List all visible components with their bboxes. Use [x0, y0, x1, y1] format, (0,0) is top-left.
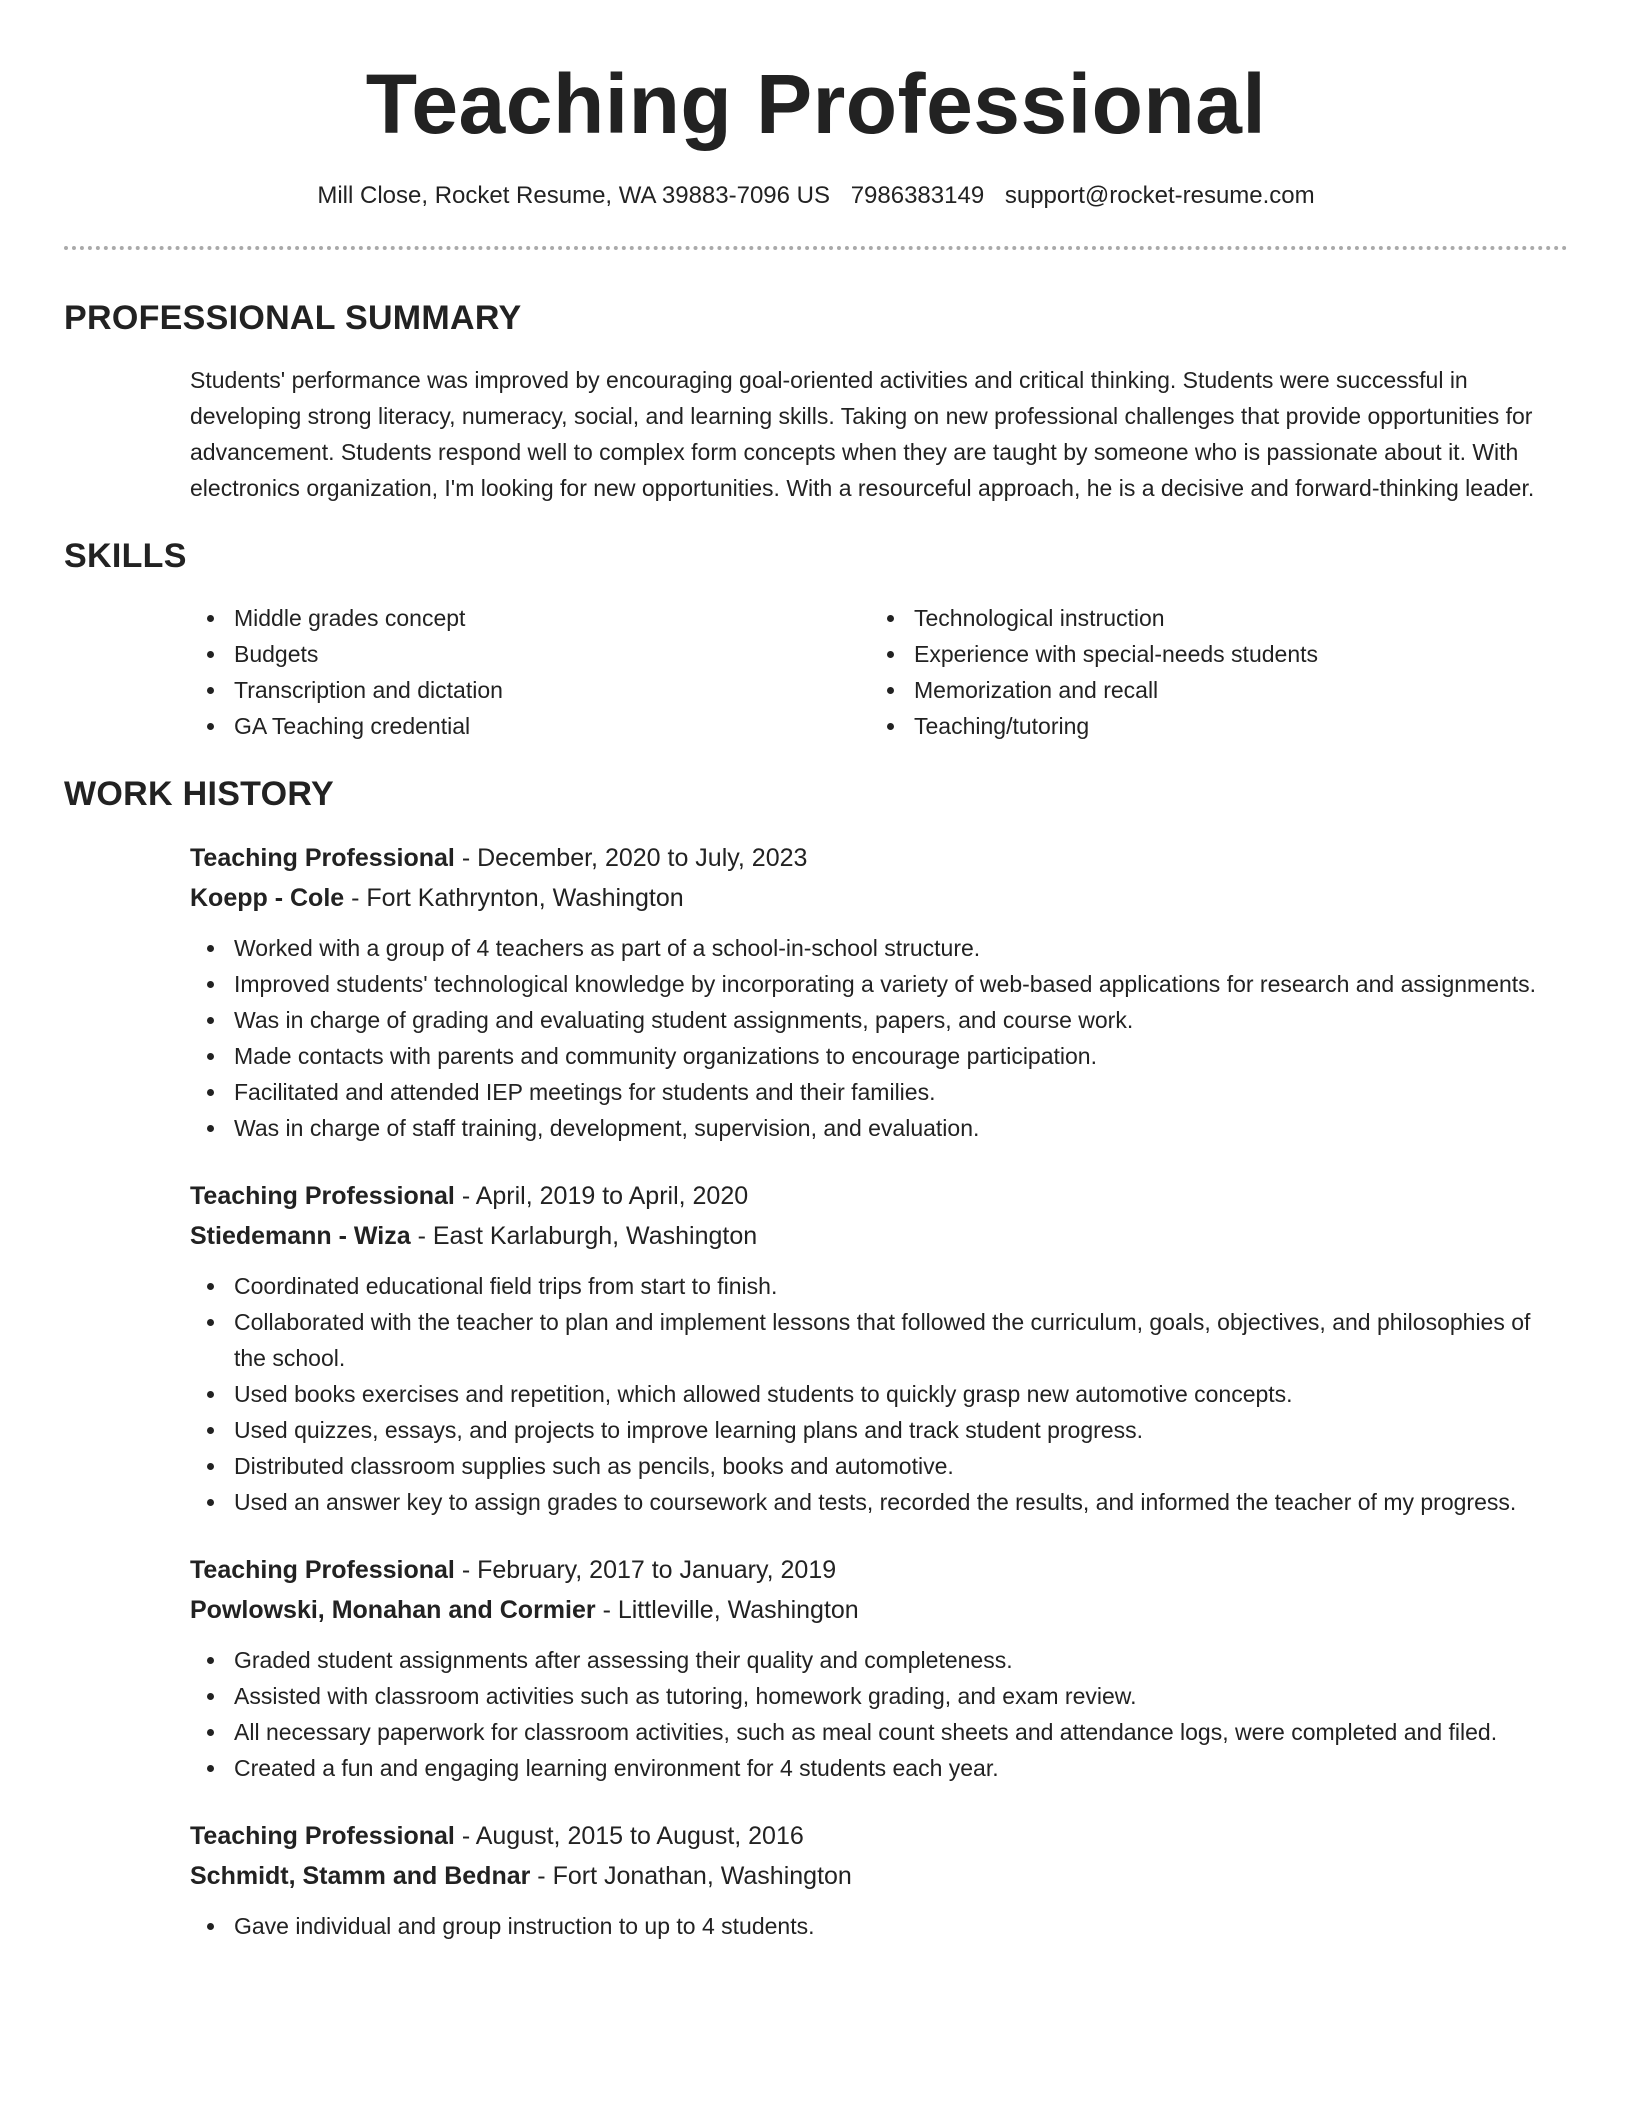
- job-bullet: Created a fun and engaging learning environment for 4 students each year.: [190, 1750, 1568, 1786]
- job-bullet: All necessary paperwork for classroom activities, such as meal count sheets and attendance logs, were completed and filed.: [190, 1714, 1568, 1750]
- job-bullet: Collaborated with the teacher to plan and implement lessons that followed the curriculum, goals, objectives, and philosophies of the school.: [190, 1304, 1568, 1376]
- skill-item: Teaching/tutoring: [870, 708, 1550, 744]
- job-location: - Littleville, Washington: [595, 1596, 859, 1624]
- job-company: Powlowski, Monahan and Cormier: [190, 1596, 596, 1624]
- job-company: Schmidt, Stamm and Bednar: [190, 1862, 531, 1890]
- skill-item: Technological instruction: [870, 600, 1550, 636]
- job-company: Koepp - Cole: [190, 884, 345, 912]
- job-company-line: [190, 1856, 1568, 1896]
- job-company-line: [190, 1216, 1568, 1256]
- skills-right-column: [870, 600, 1550, 744]
- contact-phone: 7986383149: [850, 182, 985, 209]
- job-title-line: [190, 1176, 1568, 1216]
- skill-item: Transcription and dictation: [190, 672, 870, 708]
- contact-email: support@rocket-resume.com: [1004, 182, 1315, 209]
- job-position: Teaching Professional: [190, 1182, 455, 1210]
- skill-item: Middle grades concept: [190, 600, 870, 636]
- job-location: - East Karlaburgh, Washington: [410, 1222, 758, 1250]
- job-dates: - April, 2019 to April, 2020: [454, 1182, 749, 1210]
- job-bullet: Used books exercises and repetition, which allowed students to quickly grasp new automotive concepts.: [190, 1376, 1568, 1412]
- job-position: Teaching Professional: [190, 1822, 455, 1850]
- job-title-line: [190, 1816, 1568, 1856]
- job-entry: [190, 1176, 1568, 1520]
- job-bullet-list: [190, 930, 1568, 1146]
- job-entry: [190, 1550, 1568, 1786]
- job-title-line: [190, 838, 1568, 878]
- contact-address: Mill Close, Rocket Resume, WA 39883-7096 US: [317, 182, 831, 209]
- job-bullet: Facilitated and attended IEP meetings for students and their families.: [190, 1074, 1568, 1110]
- skill-item: Experience with special-needs students: [870, 636, 1550, 672]
- job-company-line: [190, 878, 1568, 918]
- job-entry: [190, 838, 1568, 1146]
- job-dates: - August, 2015 to August, 2016: [454, 1822, 804, 1850]
- job-dates: - December, 2020 to July, 2023: [454, 844, 808, 872]
- job-bullet-list: [190, 1642, 1568, 1786]
- job-bullet: Made contacts with parents and community organizations to encourage participation.: [190, 1038, 1568, 1074]
- job-bullet: Coordinated educational field trips from start to finish.: [190, 1268, 1568, 1304]
- job-bullet: Improved students' technological knowledge by incorporating a variety of web-based applications for research and assignments.: [190, 966, 1568, 1002]
- job-position: Teaching Professional: [190, 844, 455, 872]
- job-title-line: [190, 1550, 1568, 1590]
- summary-text: Students' performance was improved by encouraging goal-oriented activities and critical thinking. Students were successful in developing strong literacy, numeracy, social, and learning skills. Taking on new professional challenges that provide opportunities for advancement. Students respond well to complex form concepts when they are taught by someone who is passionate about it. With electronics organization, I'm looking for new opportunities. With a resourceful approach, he is a decisive and forward-thinking leader.: [190, 367, 1535, 501]
- job-location: - Fort Kathrynton, Washington: [344, 884, 684, 912]
- job-bullet: Was in charge of grading and evaluating student assignments, papers, and course work.: [190, 1002, 1568, 1038]
- job-position: Teaching Professional: [190, 1556, 455, 1584]
- contact-line: [64, 180, 1568, 212]
- job-bullet: Worked with a group of 4 teachers as part of a school-in-school structure.: [190, 930, 1568, 966]
- job-bullet-list: [190, 1268, 1568, 1520]
- job-bullet-list: [190, 1908, 1568, 1944]
- skills-left-column: [190, 600, 870, 744]
- job-bullet: Gave individual and group instruction to up to 4 students.: [190, 1908, 1568, 1944]
- work-history-heading: WORK HISTORY: [64, 775, 334, 813]
- job-company-line: [190, 1590, 1568, 1630]
- job-bullet: Distributed classroom supplies such as pencils, books and automotive.: [190, 1448, 1568, 1484]
- job-entry: [190, 1816, 1568, 1944]
- job-location: - Fort Jonathan, Washington: [530, 1862, 852, 1890]
- job-bullet: Assisted with classroom activities such as tutoring, homework grading, and exam review.: [190, 1678, 1568, 1714]
- work-history-section: [64, 838, 1568, 1944]
- job-bullet: Used quizzes, essays, and projects to improve learning plans and track student progress.: [190, 1412, 1568, 1448]
- skills-heading: SKILLS: [64, 537, 187, 575]
- skill-item: Memorization and recall: [870, 672, 1550, 708]
- skill-item: GA Teaching credential: [190, 708, 870, 744]
- job-bullet: Graded student assignments after assessing their quality and completeness.: [190, 1642, 1568, 1678]
- resume-name: Teaching Professional: [365, 57, 1267, 151]
- job-dates: - February, 2017 to January, 2019: [454, 1556, 837, 1584]
- job-company: Stiedemann - Wiza: [190, 1222, 411, 1250]
- job-bullet: Used an answer key to assign grades to coursework and tests, recorded the results, and informed the teacher of my progress.: [190, 1484, 1568, 1520]
- skills-grid: [190, 600, 1568, 744]
- skills-section: [64, 600, 1568, 744]
- skill-item: Budgets: [190, 636, 870, 672]
- job-bullet: Was in charge of staff training, development, supervision, and evaluation.: [190, 1110, 1568, 1146]
- header-divider: [64, 246, 1568, 250]
- summary-heading: PROFESSIONAL SUMMARY: [64, 299, 522, 337]
